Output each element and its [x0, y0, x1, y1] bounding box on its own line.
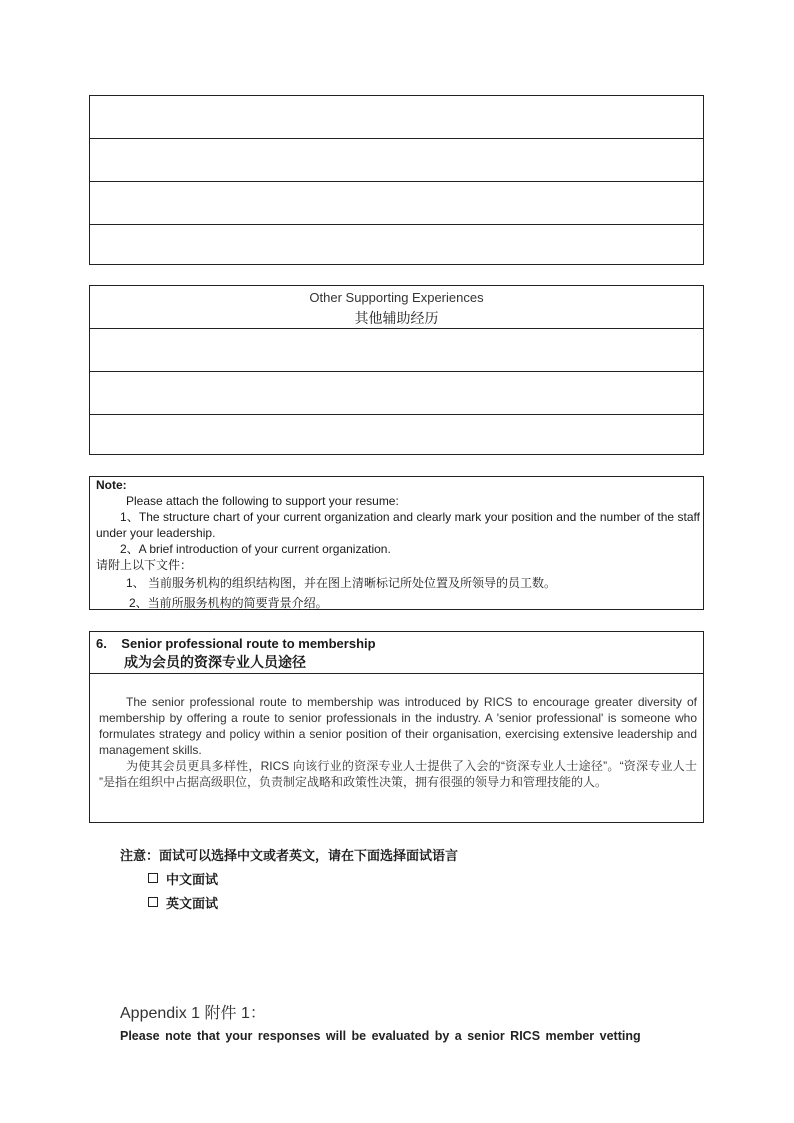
checkbox-icon[interactable] [148, 873, 158, 883]
supporting-title-en: Other Supporting Experiences [309, 290, 484, 305]
table-row[interactable] [90, 224, 703, 266]
supporting-experiences-header [90, 286, 703, 328]
section-6-box [89, 631, 704, 823]
table-row[interactable] [90, 328, 703, 371]
option-english-label: 英文面试 [166, 897, 219, 912]
experience-table [89, 95, 704, 265]
appendix-title: Appendix 1 附件 1： [120, 1005, 266, 1022]
note-item2-zh: 2、当前所服务机构的简要背景介绍。 [129, 596, 328, 610]
section-6-header [90, 632, 703, 674]
table-row[interactable] [90, 371, 703, 414]
option-english-interview[interactable] [120, 893, 458, 917]
section-6-title-en: 6. Senior professional route to membership [96, 636, 376, 651]
option-chinese-label: 中文面试 [166, 873, 219, 888]
note-item2-en: 2、A brief introduction of your current organization. [120, 542, 391, 556]
section-6-title-zh: 成为会员的资深专业人员途径 [124, 654, 306, 670]
checkbox-icon[interactable] [148, 897, 158, 907]
note-item1-en: 1、The structure chart of your current organization and clearly mark your position and the number of the staff under your leadership. [96, 510, 700, 540]
note-intro-zh: 请附上以下文件： [96, 558, 193, 572]
appendix-subtitle: Please note that your responses will be evaluated by a senior RICS member vetting [120, 1029, 641, 1043]
interview-note: 注意：面试可以选择中文或者英文，请在下面选择面试语言 [120, 849, 459, 864]
appendix [120, 1003, 690, 1045]
supporting-title-zh: 其他辅助经历 [354, 310, 439, 326]
note-box [89, 476, 704, 610]
option-chinese-interview[interactable] [120, 869, 458, 893]
table-row[interactable] [90, 414, 703, 456]
section-6-body [90, 674, 703, 790]
supporting-experiences-table [89, 285, 704, 455]
interview-language [120, 845, 458, 917]
table-row[interactable] [90, 96, 703, 138]
note-item1-zh: 1、 当前服务机构的组织结构图，并在图上清晰标记所处位置及所领导的员工数。 [126, 576, 557, 590]
table-row[interactable] [90, 181, 703, 224]
table-row[interactable] [90, 138, 703, 181]
note-intro-en: Please attach the following to support your resume: [126, 494, 399, 508]
section-6-body-zh: 为使其会员更具多样性，RICS 向该行业的资深专业人士提供了入会的“资深专业人士途径”。“资深专业人士 ”是指在组织中占据高级职位，负责制定战略和政策性决策，拥有很强的领导力和管理技能的人。 [99, 759, 697, 789]
note-label: Note: [96, 478, 127, 492]
section-6-body-en: The senior professional route to membership was introduced by RICS to encourage greater diversity of membership by offering a route to senior professionals in the industry. A 'senior professional' is someone who formulates strategy and policy within a senior position of their organisation, exercising extensive leadership and management skills. [99, 695, 697, 757]
